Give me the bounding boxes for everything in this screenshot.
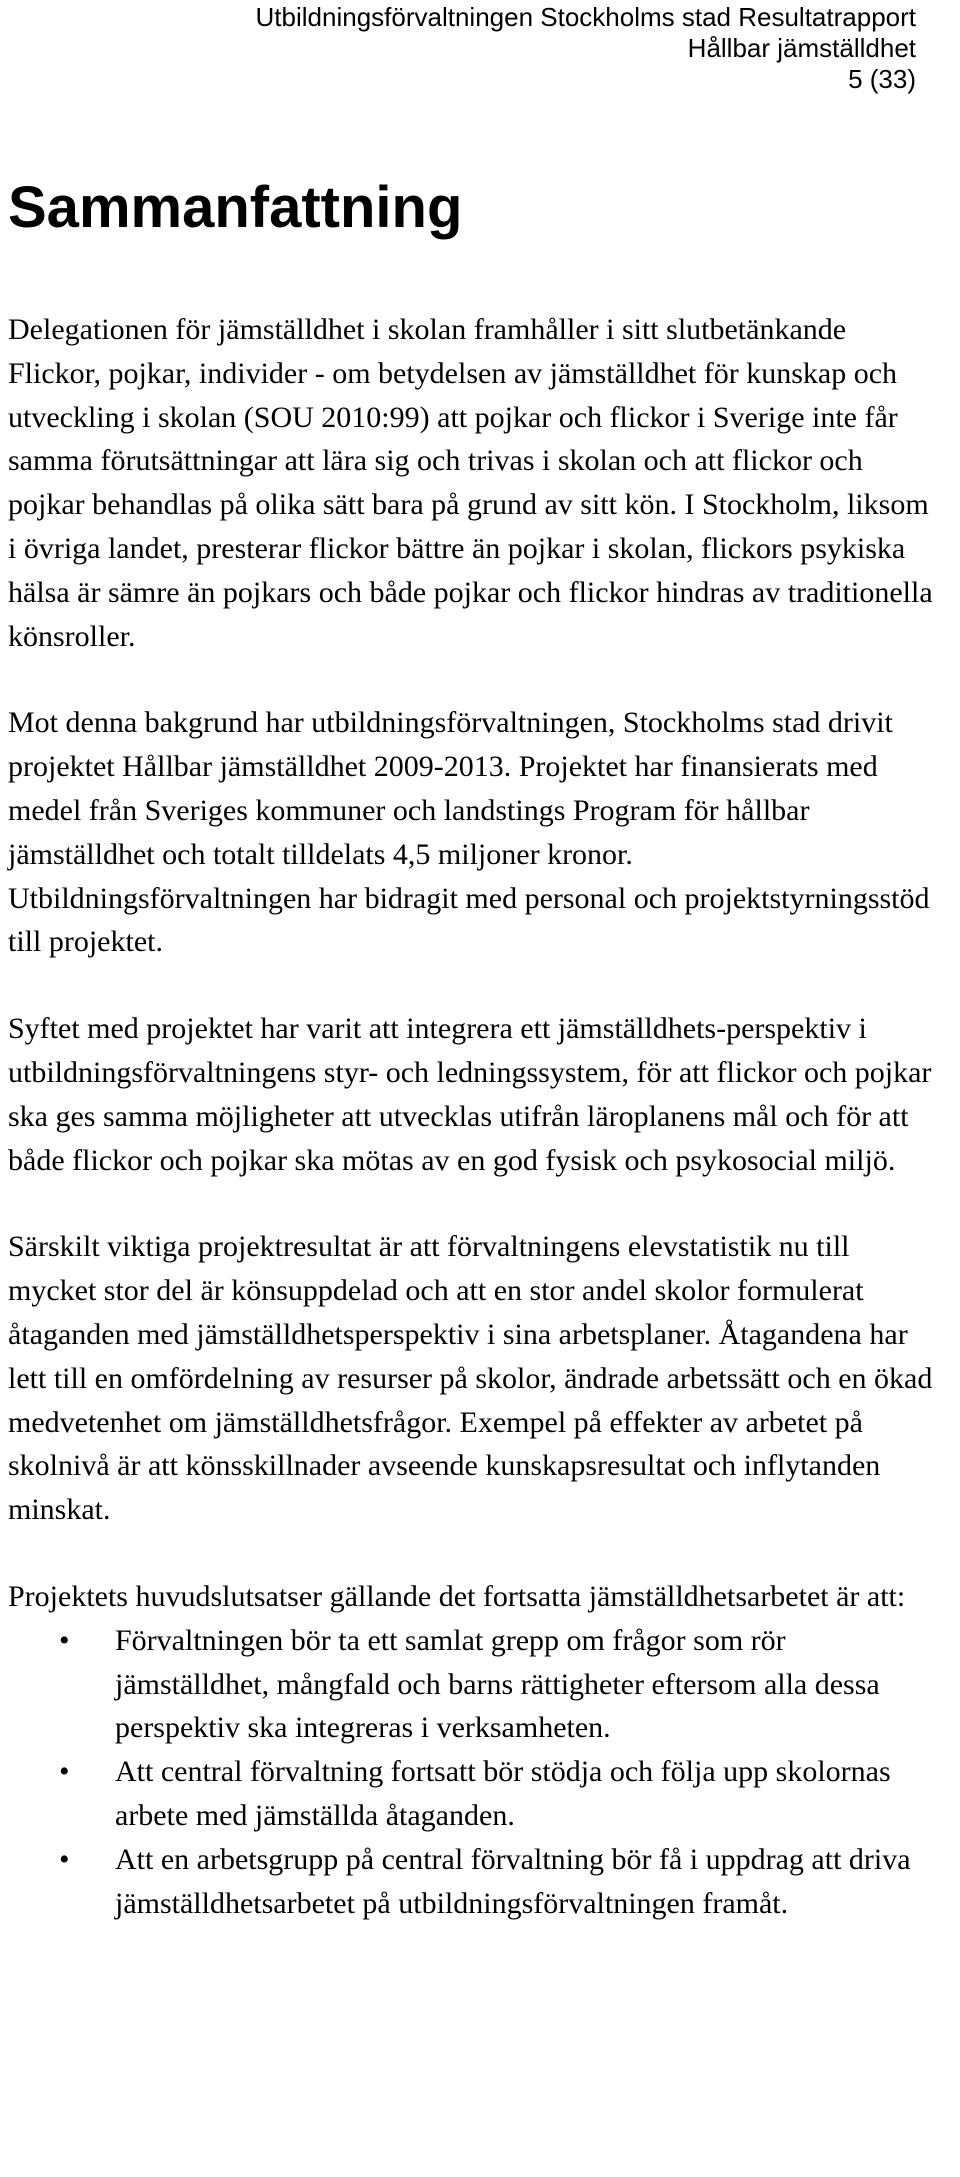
paragraph-results: Särskilt viktiga projektresultat är att förvaltningens elevstatistik nu till mycket stor del är könsuppdelad och att en stor andel skolor formulerat åtaganden med jämställdhetsperspektiv i sina arbetsplaner. Åtagandena har lett till en omfördelning av resurser på skolor, ändrade arbetssätt och en ökad medvetenhet om jämställdhetsfrågor. Exempel på effekter av arbetet på skolnivå är att könsskillnader avseende kunskapsresultat och inflytanden minskat. [8,1230,933,1527]
header-report-title: Utbildningsförvaltningen Stockholms stad Resultatrapport [255,2,916,32]
bullet-icon: • [59,1842,70,1876]
list-item [8,1838,938,1926]
page-number: 5 (33) [848,64,916,94]
list-item-text: Att en arbetsgrupp på central förvaltning bör få i uppdrag att driva jämställdhetsarbetet på utbildningsförvaltningen framåt. [115,1842,911,1920]
header-project-name: Hållbar jämställdhet [687,33,916,63]
paragraph-project-purpose: Syftet med projektet har varit att integrera ett jämställdhets-perspektiv i utbildningsförvaltningens styr- och ledningssystem, för att flickor och pojkar ska ges samma möjligheter att utvecklas utifrån läroplanens mål och för att både flickor och pojkar ska mötas av en god fysisk och psykosocial miljö. [8,1012,932,1177]
page-header [256,2,916,95]
bullet-icon: • [59,1755,70,1789]
list-item [8,1750,938,1838]
paragraph-background: Delegationen för jämställdhet i skolan framhåller i sitt slutbetänkande Flickor, pojkar, individer - om betydelsen av jämställdhet för kunskap och utveckling i skolan (SOU 2010:99) att pojkar och flickor i Sverige inte får samma förutsättningar att lära sig och trivas i skolan och att flickor och pojkar behandlas på olika sätt bara på grund av sitt kön. I Stockholm, liksom i övriga landet, presterar flickor bättre än pojkar i skolan, flickors psykiska hälsa är sämre än pojkars och både pojkar och flickor hindras av traditionella könsroller. [8,313,933,653]
list-item-text: Förvaltningen bör ta ett samlat grepp om frågor som rör jämställdhet, mångfald och barns rättigheter eftersom alla dessa perspektiv ska integreras i verksamheten. [115,1623,880,1745]
paragraph-project-funding: Mot denna bakgrund har utbildningsförvaltningen, Stockholms stad drivit projektet Hållbar jämställdhet 2009-2013. Projektet har finansierats med medel från Sveriges kommuner och landstings Program för hållbar jämställdhet och totalt tilldelats 4,5 miljoner kronor. Utbildningsförvaltningen har bidragit med personal och projektstyrningsstöd till projektet. [8,706,930,959]
summary-body [8,308,938,1925]
list-item-text: Att central förvaltning fortsatt bör stödja och följa upp skolornas arbete med jämställda åtaganden. [115,1755,891,1832]
list-item [8,1619,938,1750]
bullet-icon: • [59,1623,70,1657]
page-title: Sammanfattning [8,175,463,240]
conclusions-intro: Projektets huvudslutsatser gällande det fortsatta jämställdhetsarbetet är att: [8,1579,906,1613]
conclusions-list [8,1619,938,1926]
